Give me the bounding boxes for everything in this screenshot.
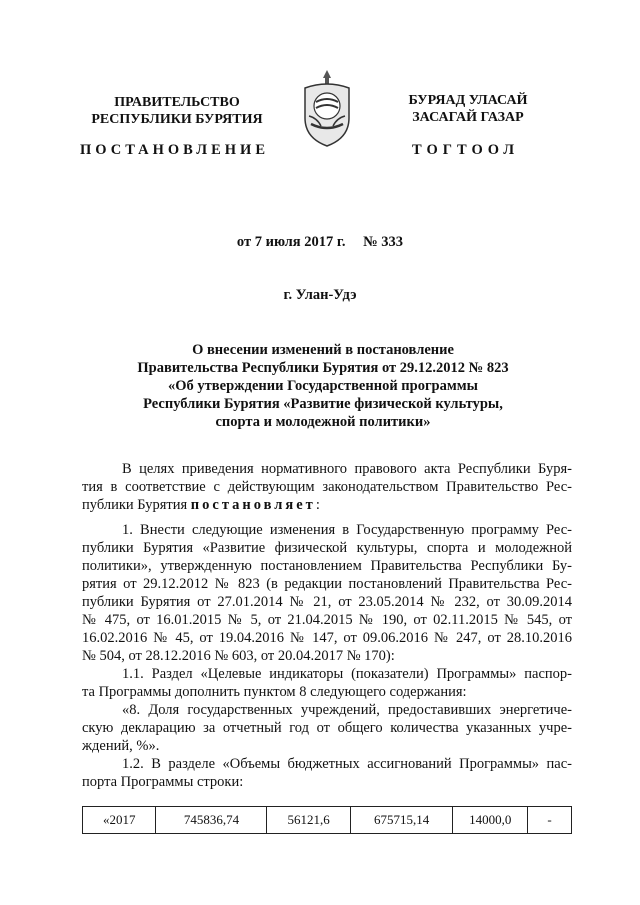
text-line: тия в соответствие с действующим законодательством Правительство Рес- — [82, 479, 572, 495]
item-1-1-paragraph — [82, 665, 572, 701]
intro-prefix: публики Бурятия — [82, 497, 188, 513]
issuer-left-line1: ПРАВИТЕЛЬСТВО — [114, 95, 240, 110]
text-line: политики», утвержденную постановлением Правительства Республики Бу- — [82, 558, 572, 574]
text-line: № 504, от 28.12.2016 № 603, от 20.04.2017 № 170): — [82, 648, 395, 664]
text-line: 1. Внести следующие изменения в Государственную программу Рес- — [122, 522, 572, 538]
table-row — [83, 807, 572, 834]
title-line: спорта и молодежной политики» — [215, 414, 431, 430]
table-cell: - — [528, 807, 572, 834]
text-line: В целях приведения нормативного правового акта Республики Буря- — [122, 461, 572, 477]
table-cell: 14000,0 — [453, 807, 528, 834]
table-cell: 675715,14 — [350, 807, 452, 834]
issuer-right — [378, 92, 558, 126]
document-date: от 7 июля 2017 г. — [236, 234, 346, 250]
item-1-2-paragraph — [82, 755, 572, 791]
resolves-word: постановляет — [190, 497, 316, 513]
quoted-addition — [82, 701, 572, 755]
issuer-right-line2: ЗАСАГАЙ ГАЗАР — [412, 110, 524, 125]
document-number: № 333 — [363, 234, 404, 250]
document-title — [80, 341, 566, 431]
doc-type-left: ПОСТАНОВЛЕНИЕ — [80, 142, 270, 158]
issuer-left — [72, 94, 282, 128]
text-line: порта Программы строки: — [82, 774, 244, 790]
issuer-left-line2: РЕСПУБЛИКИ БУРЯТИЯ — [91, 112, 263, 127]
text-line: ждений, %». — [82, 738, 160, 754]
intro-paragraph — [82, 460, 572, 514]
text-line: 1.1. Раздел «Целевые индикаторы (показатели) Программы» паспор- — [122, 666, 572, 682]
text-line: «8. Доля государственных учреждений, предоставивших энергетиче- — [122, 702, 572, 718]
title-line: Правительства Республики Бурятия от 29.12.2012 № 823 — [137, 360, 509, 376]
document-city: г. Улан-Удэ — [283, 287, 357, 303]
text-line: 16.02.2016 № 45, от 19.04.2016 № 147, от 09.06.2016 № 247, от 28.10.2016 — [82, 630, 572, 646]
text-line: публики Бурятия от 27.01.2014 № 21, от 23.05.2014 № 232, от 30.09.2014 — [82, 594, 572, 610]
table-cell: 56121,6 — [267, 807, 350, 834]
text-line: та Программы дополнить пунктом 8 следующего содержания: — [82, 684, 467, 700]
document-date-line — [0, 234, 640, 251]
issuer-right-line1: БУРЯАД УЛАСАЙ — [408, 93, 528, 108]
title-line: «Об утверждении Государственной программы — [168, 378, 478, 394]
table-cell-year: «2017 — [83, 807, 156, 834]
coat-of-arms-emblem — [297, 68, 357, 148]
text-line: рятия от 29.12.2012 № 823 (в редакции постановлений Правительства Рес- — [82, 576, 572, 592]
doc-type-right: ТОГТООЛ — [412, 142, 520, 158]
intro-suffix: : — [315, 497, 320, 513]
text-line — [82, 496, 572, 514]
text-line: № 475, от 16.01.2015 № 5, от 21.04.2015 № 190, от 02.11.2015 № 545, от — [82, 612, 572, 628]
title-line: О внесении изменений в постановление — [192, 342, 454, 358]
title-line: Республики Бурятия «Развитие физической культуры, — [143, 396, 503, 412]
text-line: 1.2. В разделе «Объемы бюджетных ассигнований Программы» пас- — [122, 756, 572, 772]
text-line: публики Бурятия «Развитие физической культуры, спорта и молодежной — [82, 540, 572, 556]
budget-table — [82, 806, 572, 834]
item-1-paragraph — [82, 521, 572, 665]
text-line: скую декларацию за отчетный год от общего количества указанных учре- — [82, 720, 572, 736]
table-cell: 745836,74 — [156, 807, 267, 834]
